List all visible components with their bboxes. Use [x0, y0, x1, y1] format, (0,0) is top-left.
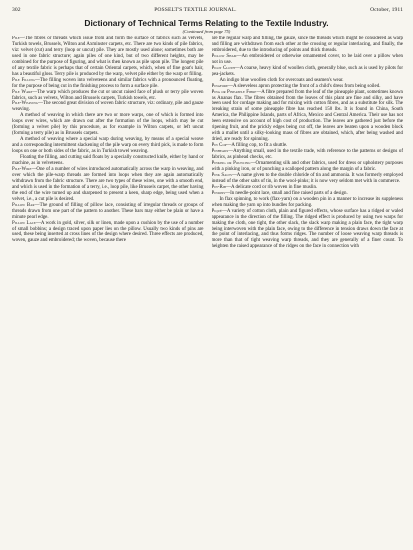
entry-definition: —A fibre prepared from the leaf of the pineapple plant, sometimes known as Ananas flax. The fibres obtained from the leaves of this plant are fine and silky, and have been used for cordage making and for mixing with cotton fibres, and as a substitute for silk. The breaking strain of some pineapple fibre has reached 150 lbs. It is found in China, South America, the Philippine Islands, parts of Africa, Mexico and Central America. Their use has not been extensive on account of high cost of production. The leaves are gathered just before the ripening fruit, and the prickly edges being cut off, the leaves are beaten upon a wooden block with a mallet until a silky-looking mass of fibres are obtained, which, after being washed and dried, are ready for spinning.: [211, 89, 403, 143]
dictionary-entry: [12, 221, 204, 245]
entry-definition: —An embroidered or otherwise ornamented cover, to be laid over a pillow when not in use.: [211, 53, 403, 65]
running-head: [12, 7, 403, 13]
entry-term: Pinions: [211, 190, 226, 196]
entry-term: Pile Filling: [12, 77, 35, 83]
dictionary-entry: [212, 173, 404, 185]
issue-date: October, 1911: [370, 7, 403, 13]
entry-definition: —A name given to the double chloride of tin and ammonia. It was formerly employed instead of the other salts of tin, in the wool-pinks; it is now very seldom met with in commerce.: [211, 172, 403, 184]
entry-definition: —The ground of filling of pillow lace, consisting of irregular threads or groups of threads drawn from one part of the pattern to another. These bars may either be plain or have a minute pearl edge.: [12, 202, 204, 220]
entry-definition: —Anything small, used in the textile trade, with reference to the patterns or designs of fabrics, as pinhead checks, etc.: [211, 149, 403, 161]
dictionary-entry: [12, 167, 204, 203]
right-column: [212, 36, 404, 546]
entry-definition: —The second great division of woven fabric structure, viz: ordinary, pile and gauze weaving.: [12, 101, 204, 113]
entry-term: Pinheads: [211, 149, 229, 155]
dictionary-entry: [212, 161, 404, 173]
entry-definition: —One of a number of wires introduced automatically across the warp in weaving, and over which the pile-warp threads are formed into loops when they are again automatically withdrawn from the fabric structure. There are two types of these wires, one with a smooth end, and which is used in the formation of a terry, i.e., loop pile, like Brussels carpet, the other having the end of the wire turned up and sharpened to present a keen, sharp edge, being used when a velvet, i.e., a cut pile is desired.: [12, 166, 204, 202]
left-column: [12, 36, 204, 546]
entry-term: Pile-Weaving: [12, 101, 39, 107]
entry-subdefinition: A method of weaving in which there are two or more warps, one of which is formed into loops over wires, which are drawn out after the formation of the loops, which may be cut (forming a velvet pile) by this procedure, as for example in Wilton carpets, or left uncut (forming a terry pile) as in Brussels carpets.: [12, 113, 204, 137]
page-number: 302: [12, 7, 21, 13]
entry-term: Piqué: [211, 208, 222, 214]
entry-definition: —A work in gold, silver, silk or linen, made upon a cushion by the use of a number of small bobbins; a design traced upon paper lies on the pillow. Usually two kinds of pins are used, these being inserted at cross lines of the design where desired. Three effects are produced, woven, gauze and embroidered; the woven, because there: [12, 220, 204, 244]
entry-subdefinition: In flax spinning, to work (flax-yarn) on a wooden pin in a manner to increase its suppleness when making the yarn up into bundles for packing.: [211, 196, 403, 208]
dictionary-entry: [12, 203, 204, 221]
entry-definition: —The warp which produces the cut or uncut raised face of plush or terry pile woven fabrics, such as velvets, Wilton and Brussels carpets, Turkish towels, etc.: [12, 89, 204, 101]
dictionary-entry: [12, 78, 204, 90]
dictionary-entry: [12, 101, 204, 113]
entry-term: Pillow Bar: [12, 202, 35, 208]
entry-definition: —Ornamenting silk and other fabrics, used for dress or upholstery purposes with a pinking iron, or of punching a scalloped pattern along the margin of a fabric.: [211, 161, 403, 172]
entry-term: Pinking or Pouncing: [211, 161, 251, 167]
entry-definition: —A coarse, heavy kind of woollen cloth, generally blue, such as is used by pilots for pea-jackets.: [211, 65, 403, 77]
entry-term: Pillow Lace: [12, 220, 36, 226]
dictionary-entry: [12, 36, 204, 78]
entry-term: Pin Cop: [211, 143, 227, 149]
entry-definition: —A delicate cord or rib woven in fine muslin.: [226, 184, 318, 190]
continued-text: are the regular warp and filling, the gauze, since the threads which might be considered as warp and filling are withdrawn from each other at the crossing or regular interlacing, and finally, the embroidered, due to the introducing of points and thick threads.: [211, 36, 403, 53]
entry-term: Pina or Pineapple Fibre: [211, 89, 257, 95]
article-title: Dictionary of Technical Terms Relating to the Textile Industry.: [84, 18, 329, 28]
entry-definition: —The filling woven into velveteens and similar fabrics with a pronounced floating, for the purpose of being cut in the finishing process to form a surface pile.: [12, 77, 204, 89]
dictionary-entry: [12, 90, 204, 102]
entry-definition: —A filling cop, to fit a shuttle.: [226, 143, 288, 149]
text-columns: [12, 36, 403, 546]
dictionary-entry: [212, 149, 404, 161]
entry-subdefinition: A method of weaving where a special warp during weaving, by means of a special weave and a corresponding intermittent slackening of the pile warp on every third pick, is made to form loops on one or both sides of the fabric, as in Turkish towel weaving.: [12, 137, 204, 155]
article-subtitle: (Continued from page 75): [182, 29, 231, 34]
entry-subdefinition: Floating the filling, and cutting said floats by a specially constructed knife, either by hand or machine, as in velveteens.: [12, 155, 204, 167]
entry-term: Pillow Sham: [211, 53, 237, 59]
entry-term: Pile Warp: [12, 89, 33, 95]
entry-term: Pink Salts: [211, 172, 232, 178]
journal-name: POSSELT'S TEXTILE JOURNAL.: [154, 7, 237, 13]
entry-subdefinition: An indigo blue woollen cloth for overcoats and seamen's wear.: [219, 77, 344, 83]
entry-term: Pinafore: [211, 83, 229, 89]
entry-term: Pilot Cloth: [211, 65, 235, 71]
entry-term: Pile-Wire: [12, 166, 32, 172]
entry-definition: —The fibres or threads which issue from and form the surface of fabrics such as velvets, Turkish towels, Brussels, Wilton and Axminster carpets, etc. There are two kinds of pile fabrics, viz: velvet (cut) and terry (loop or uncut) pile. They are mostly used alone; sometimes both are used in one fabric structure; again piles of one kind, but of two different heights, may be combined for the purpose of figuring, and what is then known as pile upon pile. The longest pile of any textile fabric is perhaps that of certain Oriental carpets, which, when of fine goat's hair, has a beautiful gloss. Terry pile is produced by the warp, velvet pile either by the warp or filling.: [12, 36, 204, 77]
entry-definition: —A variety of cotton cloth, plain and figured effects, whose surface has a ridged or waled appearance in the direction of the filling. The ridged effect is produced by using two warps for making the cloth, one tight, the other slack, the slack warp making a plain face, the tight warp being interwoven with the plain face, owing to the difference in tension draws down the face at the point of interlacing, and thus forms ridges. The number of loose weaving warp threads is more than that of tight weaving warp threads, and they are generally of a finer count. To heighten the raised appearance of the ridges on the face in connection with: [211, 208, 403, 250]
entry-term: Pile: [12, 36, 20, 41]
dictionary-entry: [212, 54, 404, 66]
entry-definition: —In needle-point lace, small and fine raised parts of a design.: [225, 190, 348, 196]
dictionary-entry: [212, 90, 404, 144]
dictionary-entry: [212, 209, 404, 251]
dictionary-entry: [212, 66, 404, 78]
entry-definition: —A sleeveless apron protecting the front of a child's dress from being soiled.: [228, 83, 381, 89]
entry-term: Pin-Rib: [211, 184, 227, 190]
